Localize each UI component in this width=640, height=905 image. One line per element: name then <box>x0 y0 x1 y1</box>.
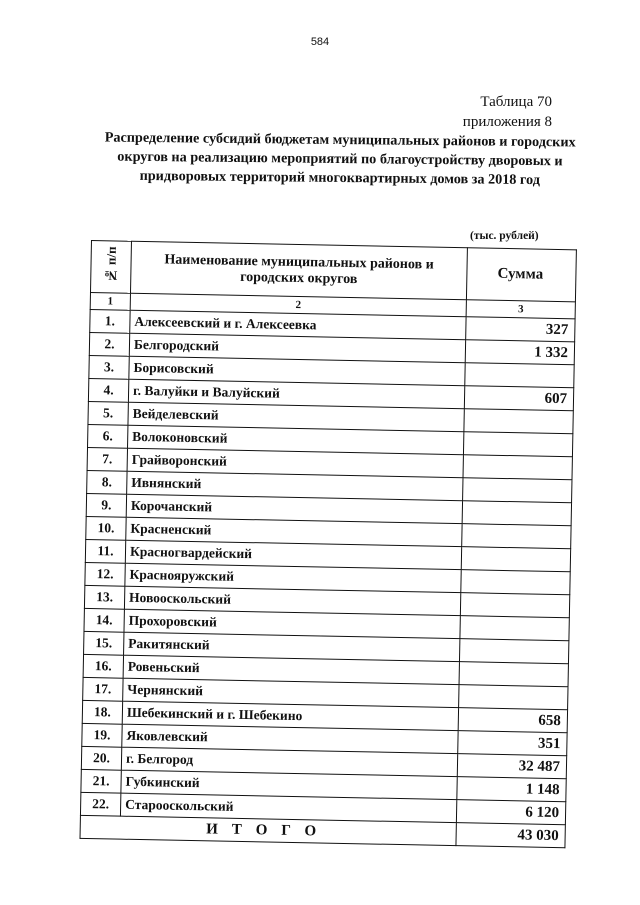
row-num: 5. <box>88 401 128 425</box>
row-num: 6. <box>88 424 128 448</box>
row-sum: 6 120 <box>456 800 565 825</box>
row-sum: 32 487 <box>457 754 566 779</box>
table-label-line2: приложения 8 <box>462 114 552 130</box>
row-sum <box>461 547 570 572</box>
row-sum <box>465 363 574 388</box>
row-sum <box>460 593 569 618</box>
table-label-line1: Таблица 70 <box>480 94 552 110</box>
table-header-row <box>90 241 576 302</box>
row-num: 3. <box>89 355 129 379</box>
total-label: ИТОГО <box>80 815 456 845</box>
row-sum <box>459 662 568 687</box>
row-num: 17. <box>83 677 123 701</box>
row-sum <box>459 685 568 710</box>
row-name: Губкинский <box>121 770 457 799</box>
row-num: 22. <box>80 792 120 816</box>
row-sum <box>462 501 571 526</box>
row-name: Красногвардейский <box>125 540 461 569</box>
row-sum <box>463 455 572 480</box>
row-num: 2. <box>89 332 129 356</box>
row-name: Ракитянский <box>124 632 460 661</box>
row-name: Алексеевский и г. Алексеевка <box>130 310 466 339</box>
row-name: г. Валуйки и Валуйский <box>128 379 464 408</box>
table-label <box>463 92 552 132</box>
page-number: 584 <box>310 36 330 48</box>
row-name: Волоконовский <box>128 425 464 454</box>
row-num: 21. <box>81 769 121 793</box>
row-sum <box>459 639 568 664</box>
row-sum <box>462 524 571 549</box>
row-name: Прохоровский <box>124 609 460 638</box>
row-num: 8. <box>87 470 127 494</box>
row-num: 16. <box>83 654 123 678</box>
row-num: 7. <box>87 447 127 471</box>
header-name: Наименование муниципальных районов и городских округов <box>130 241 467 299</box>
row-num: 18. <box>82 700 122 724</box>
row-num: 20. <box>81 746 121 770</box>
row-sum <box>463 478 572 503</box>
row-name: Красненский <box>126 517 462 546</box>
row-sum <box>460 616 569 641</box>
row-name: Белгородский <box>129 333 465 362</box>
row-num: 1. <box>90 309 130 333</box>
row-sum: 607 <box>464 386 573 411</box>
row-name: Корочанский <box>126 494 462 523</box>
total-sum: 43 030 <box>456 823 565 848</box>
row-sum: 327 <box>466 317 575 342</box>
row-num: 15. <box>84 631 124 655</box>
units-note: (тыс. рублей) <box>470 230 539 242</box>
row-name: Вейделевский <box>128 402 464 431</box>
index-cell: 2 <box>130 293 466 316</box>
row-sum: 1 332 <box>465 340 574 365</box>
row-num: 12. <box>85 562 125 586</box>
index-cell: 1 <box>90 292 130 310</box>
row-sum <box>461 570 570 595</box>
row-num: 10. <box>86 516 126 540</box>
document-title: Распределение субсидий бюджетам муниципальных районов и городских округов на реализацию мероприятий по благоустройству дворовых и придворовых территорий многоквартирных домов за 2018 год <box>104 129 576 189</box>
row-sum <box>463 432 572 457</box>
row-num: 9. <box>86 493 126 517</box>
row-name: Шебекинский и г. Шебекино <box>122 701 458 730</box>
row-name: Грайворонский <box>127 448 463 477</box>
row-name: Краснояружский <box>125 563 461 592</box>
header-sum: Сумма <box>466 248 576 302</box>
row-name: Старооскольский <box>120 793 456 822</box>
row-num: 19. <box>82 723 122 747</box>
row-sum: 658 <box>458 708 567 733</box>
row-name: Новооскольский <box>124 586 460 615</box>
row-num: 14. <box>84 608 124 632</box>
row-sum: 1 148 <box>457 777 566 802</box>
row-name: Ивнянский <box>127 471 463 500</box>
header-num: № п/п <box>90 241 131 294</box>
row-name: Борисовский <box>129 356 465 385</box>
row-name: Яковлевский <box>122 724 458 753</box>
row-name: Чернянский <box>123 678 459 707</box>
row-sum <box>464 409 573 434</box>
row-num: 4. <box>88 378 128 402</box>
row-num: 11. <box>85 539 125 563</box>
row-name: г. Белгород <box>121 747 457 776</box>
row-name: Ровеньский <box>123 655 459 684</box>
index-cell: 3 <box>466 300 575 319</box>
row-sum: 351 <box>458 731 567 756</box>
subsidy-table <box>80 240 577 848</box>
row-num: 13. <box>84 585 124 609</box>
